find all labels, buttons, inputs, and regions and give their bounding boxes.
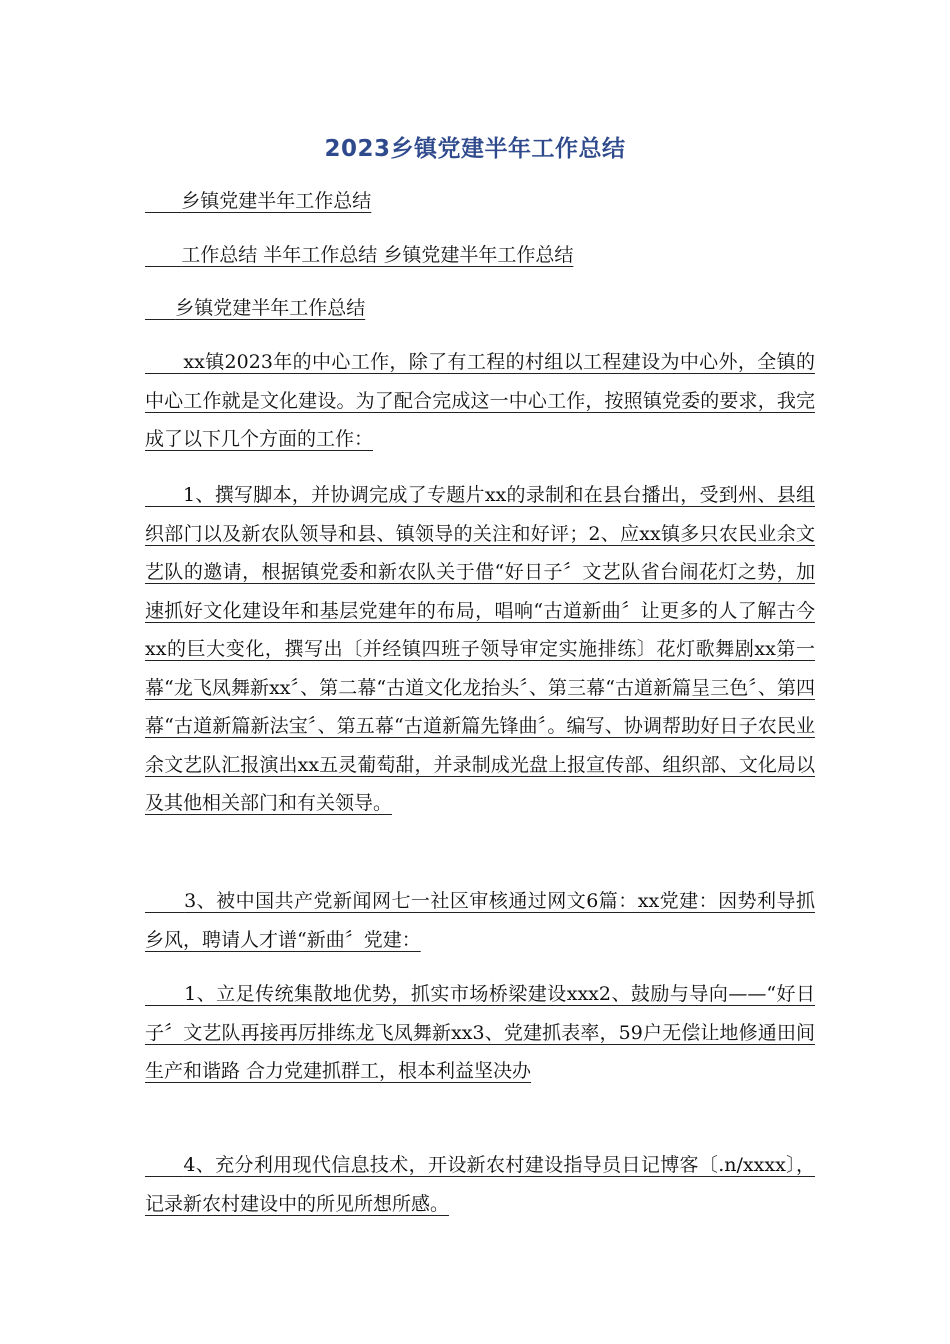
paragraph-4-text: xx镇2023年的中心工作，除了有工程的村组以工程建设为中心外，全镇的中心工作就是文化建设。为了配合完成这一中心工作，按照镇党委的要求，我完成了以下几个方面的工作： — [145, 351, 815, 450]
paragraph-6-text: 3、被中国共产党新闻网七一社区审核通过网文6篇：xx党建：因势利导抓乡风，聘请人才谱“新曲〞党建： — [145, 890, 815, 951]
paragraph-1-text: 乡镇党建半年工作总结 — [181, 190, 372, 212]
paragraph-5-text: 1、撰写脚本，并协调完成了专题片xx的录制和在县台播出，受到州、县组织部门以及新农队领导和县、镇领导的关注和好评；2、应xx镇多只农民业余文艺队的邀请，根据镇党委和新农队关于借“好日子〞文艺队省台闹花灯之势，加速抓好文化建设年和基层党建年的布局，唱响“古道新曲〞让更多的人了解古今xx的巨大变化，撰写出〔并经镇四班子领导审定实施排练〕花灯歌舞剧xx第一幕“龙飞凤舞新xx〞、第二幕“古道文化龙抬头〞、第三幕“古道新篇呈三色〞、第四幕“古道新篇新法宝〞、第五幕“古道新篇先锋曲〞。编写、协调帮助好日子农民业余文艺队汇报演出xx五灵葡萄甜，并录制成光盘上报宣传部、组织部、文化局以及其他相关部门和有关领导。 — [145, 484, 815, 814]
paragraph-1 — [145, 182, 815, 221]
paragraph-5 — [145, 476, 815, 823]
paragraph-4 — [145, 343, 815, 459]
paragraph-7 — [145, 975, 815, 1091]
paragraph-2-text: 工作总结 半年工作总结 乡镇党建半年工作总结 — [181, 244, 574, 266]
document-title: 2023乡镇党建半年工作总结 — [324, 136, 626, 162]
paragraph-6 — [145, 882, 815, 959]
paragraph-2 — [145, 236, 815, 275]
paragraph-3 — [145, 289, 815, 328]
paragraph-8 — [145, 1146, 815, 1223]
paragraph-7-text: 1、立足传统集散地优势，抓实市场桥梁建设xxx2、鼓励与导向——“好日子〞文艺队再接再厉排练龙飞凤舞新xx3、党建抓表率，59户无偿让地修通田间生产和谐路 合力党建抓群工，根本利益坚决办 — [145, 983, 815, 1082]
paragraph-8-text: 4、充分利用现代信息技术，开设新农村建设指导员日记博客〔.n/xxxx〕，记录新农村建设中的所见所想所感。 — [145, 1154, 815, 1215]
paragraph-3-text: 乡镇党建半年工作总结 — [175, 297, 366, 319]
